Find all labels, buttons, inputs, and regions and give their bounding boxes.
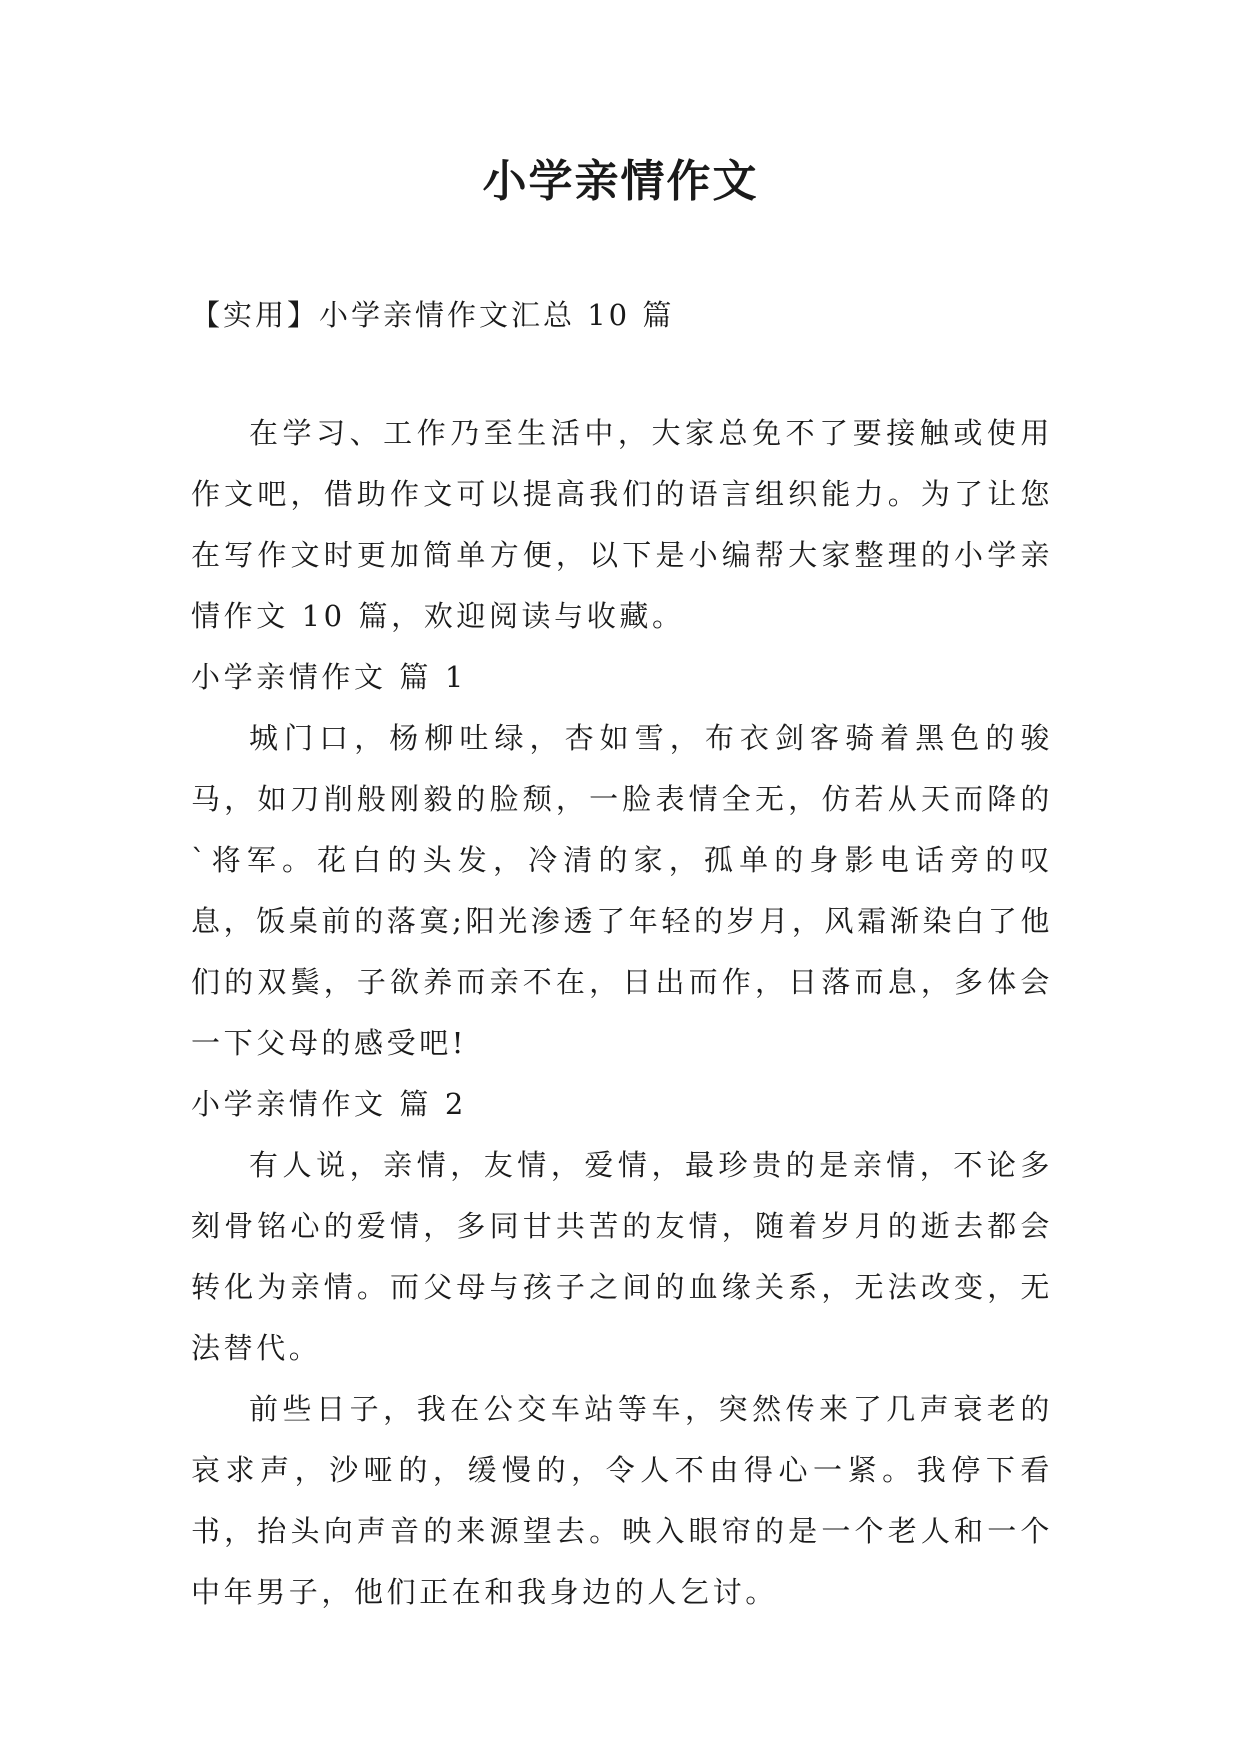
- section-2-paragraph-2: 前些日子，我在公交车站等车，突然传来了几声衰老的哀求声，沙哑的，缓慢的，令人不由得心一紧。我停下看书，抬头向声音的来源望去。映入眼帘的是一个老人和一个中年男子，他们正在和我身边的人乞讨。: [191, 1392, 1053, 1609]
- section-1-paragraph-1: 城门口，杨柳吐绿，杏如雪，布衣剑客骑着黑色的骏马，如刀削般刚毅的脸颓，一脸表情全无，仿若从天而降的`将军。花白的头发，冷清的家，孤单的身影电话旁的叹息，饭桌前的落寞;阳光渗透了年轻的岁月，风霜渐染白了他们的双鬓，子欲养而亲不在，日出而作，日落而息，多体会一下父母的感受吧!: [191, 721, 1053, 1060]
- section-heading-2: 小学亲情作文 篇 2: [191, 1087, 467, 1121]
- document-body: [191, 403, 1053, 1623]
- document-title: 小学亲情作文: [482, 156, 759, 207]
- intro-paragraph: 在学习、工作乃至生活中，大家总免不了要接触或使用作文吧，借助作文可以提高我们的语言组织能力。为了让您在写作文时更加简单方便，以下是小编帮大家整理的小学亲情作文 10 篇，欢迎阅读与收藏。: [191, 416, 1053, 633]
- document-subtitle: 【实用】小学亲情作文汇总 10 篇: [191, 298, 675, 332]
- section-2-paragraph-1: 有人说，亲情，友情，爱情，最珍贵的是亲情，不论多刻骨铭心的爱情，多同甘共苦的友情，随着岁月的逝去都会转化为亲情。而父母与孩子之间的血缘关系，无法改变，无法替代。: [191, 1148, 1053, 1365]
- section-heading-1: 小学亲情作文 篇 1: [191, 660, 467, 694]
